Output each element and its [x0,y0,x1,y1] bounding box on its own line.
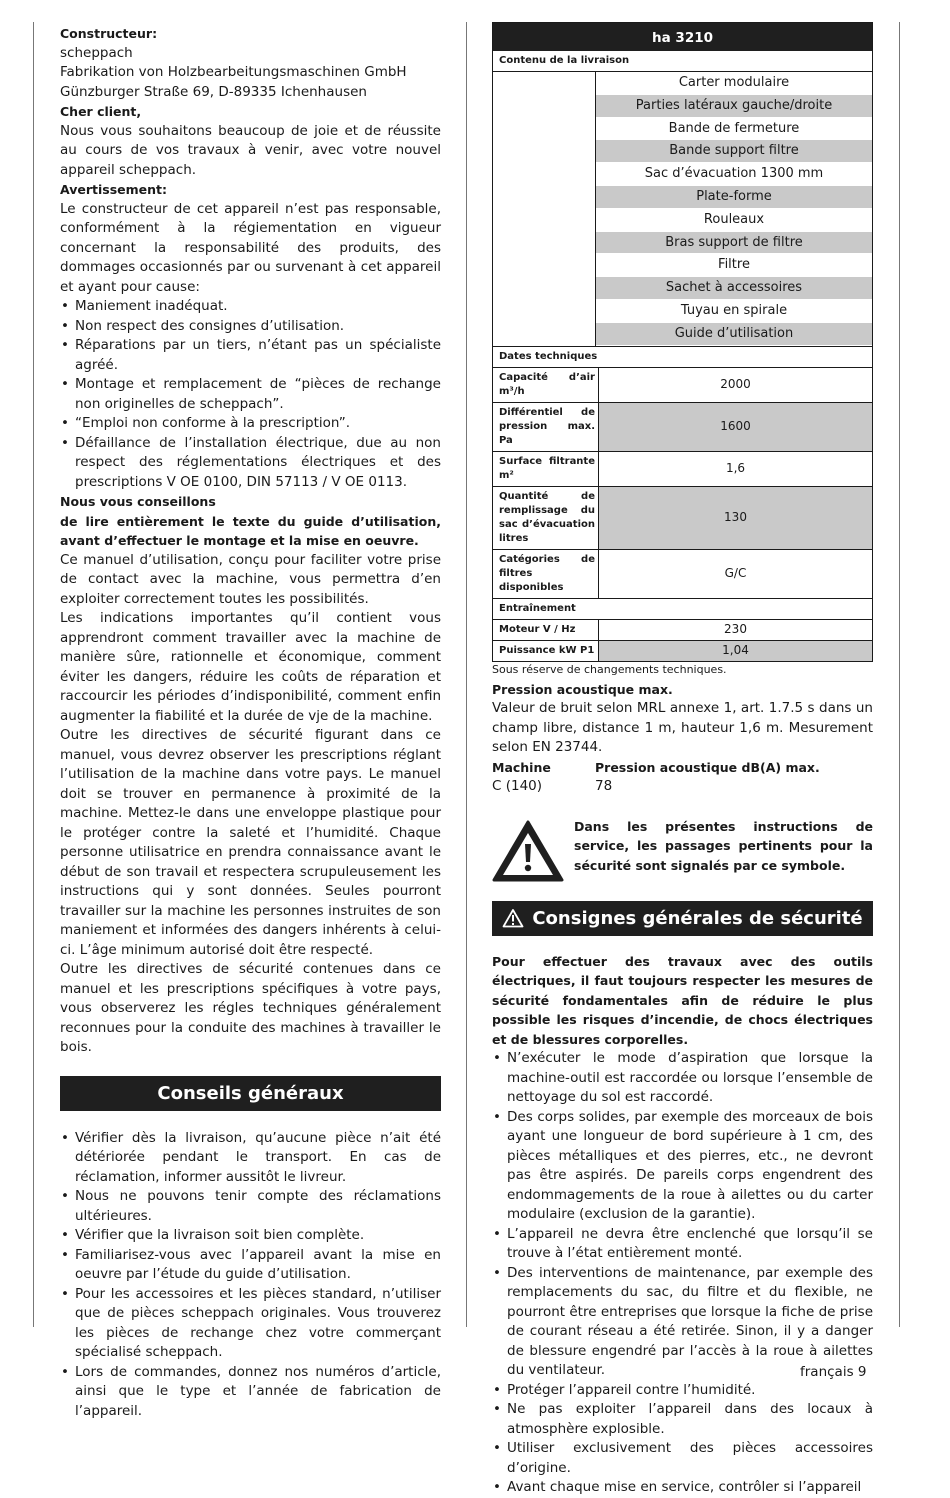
table-cell: Sachet à accessoires [596,277,872,300]
constructor-line: Günzburger Straße 69, D-89335 Ichenhausen [60,83,367,100]
warning-heading: Avertissement: [60,182,168,197]
constructor-label: Constructeur: [60,26,158,41]
paragraph: Les indications importantes qu’il contient vous apprendront comment travailler avec la machine de manière sûre, rationnelle et économique, comment éviter les dangers, réduire les coûts de réparation et raccourcir les périodes d’indisponibilité, comment enfin augmenter la fiabilité et la durée de vje de la machine. [60,610,441,724]
row-value: 1600 [599,403,872,451]
spec-table [492,22,873,662]
warning-list [60,297,441,492]
safety-symbol-text: Dans les présentes instructions de service, les passages pertinents pour la sécurité sont signalés par ce symbole. [574,818,873,873]
list-item: • “Emploi non conforme à la prescription”. [60,414,441,434]
blank-cell [493,72,596,346]
greeting-heading: Cher client, [60,104,142,119]
safety-symbol-note [492,817,873,883]
table-cell: Tuyau en spirale [596,300,872,323]
paragraph: Outre les directives de sécurité figurant dans ce manuel, vous devrez observer les prescriptions réglant l’utilisation de la machine dans votre pays. Le manuel doit se trouver en permanence à proximité de la machine. Mettez-le dans une enveloppe plastique pour le protéger contre la saleté et l’humidité. Chaque personne utilisatrice en prendra connaissance avant le début de son travail et respectera scrupuleusement les instructions qui y sont données. Seules pourront travailler sur la machine les personnes instruites de son maniement et informées des dangers inhérents à celui-ci. L’âge minimum autorisé doit être respecté. [60,727,441,958]
table-model-header: ha 3210 [493,23,872,51]
row-label: Différentiel de pression max. Pa [493,403,599,451]
row-value: 1,04 [599,641,872,661]
noise-table-row [492,777,873,797]
general-advice-list [60,1129,441,1422]
list-item: • L’appareil ne devra être enclenché que lorsqu’il se trouve à l’état entièrement monté. [492,1225,873,1264]
warning-text: Le constructeur de cet appareil n’est pas responsable, conformément à la régiementation en vigueur concernant la responsabilité des produits, des dommages occasionnés par ou survenant à cet appareil et ayant pour cause: [60,200,441,295]
list-item: • Utiliser exclusivement des pièces accessoires d’origine. [492,1439,873,1478]
row-value: 130 [599,487,872,549]
list-item: • Maniement inadéquat. [60,297,441,317]
list-item: • Lors de commandes, donnez nos numéros d’article, ainsi que le type et l’année de fabrication de l’appareil. [60,1363,441,1422]
warning-triangle-icon [492,819,564,883]
table-row [493,486,872,549]
list-item: • Pour les accessoires et les pièces standard, n’utiliser que de pièces scheppach originales. Vous trouverez les pièces de rechange chez votre commerçant spécialisé scheppach. [60,1285,441,1363]
greeting-text: Nous vous souhaitons beaucoup de joie et de réussite au cours de vos travaux à venir, avec votre nouvel appareil scheppach. [60,122,441,178]
table-cell: Guide d’utilisation [596,323,872,346]
list-item: • Avant chaque mise en service, contrôler si l’appareil [492,1478,873,1498]
noise-text: Valeur de bruit selon MRL annexe 1, art. 1.7.5 s dans un champ libre, distance 1 m, hauteur 1,6 m. Mesurement selon EN 23744. [492,700,873,756]
list-item: • Vérifier que la livraison soit bien complète. [60,1226,441,1246]
table-cell: Bande de fermeture [596,118,872,141]
page-number: français 9 [800,1364,867,1380]
tech-section-label: Dates techniques [493,346,872,367]
table-cell: Parties latéraux gauche/droite [596,95,872,118]
list-item: • Protéger l’appareil contre l’humidité. [492,1381,873,1401]
list-item: • Des corps solides, par exemple des morceaux de bois ayant une longueur de bord supérieure à 1 cm, des pièces métalliques et des pierres, etc., ne devront pas être aspirés. De pareils corps engendrent des endommagements de la roue à ailettes ou du carter modulaire (exclusion de la garantie). [492,1108,873,1225]
table-row [493,367,872,402]
advice-bold-text: de lire entièrement le texte du guide d’utilisation, avant d’effectuer le montage et la mise en oeuvre. [60,513,441,548]
general-advice-banner: Conseils généraux [60,1076,441,1111]
row-label: Capacité d’air m³/h [493,368,599,402]
row-value: 2000 [720,377,751,392]
list-item: • Des interventions de maintenance, par exemple des remplacements du sac, du filtre et du flexible, ne pourront être entreprises que lorsque la fiche de prise de courant réseau a été retirée. Sinon, il y a danger de blessure engendré par l’accès à la roue à ailettes du ventilateur. [492,1264,873,1381]
column-divider-line [466,22,467,1327]
list-item: • Vérifier dès la livraison, qu’aucune pièce n’ait été détériorée pendant le transport. En cas de réclamation, informer aussitôt le livreur. [60,1129,441,1188]
constructor-line: Fabrikation von Holzbearbeitungsmaschinen GmbH [60,64,407,80]
list-item: • Nous ne pouvons tenir compte des réclamations ultérieures. [60,1187,441,1226]
list-item: • Montage et remplacement de “pièces de rechange non originelles de scheppach”. [60,375,441,414]
constructor-line: scheppach [60,44,133,61]
row-label: Puissance kW P1 [493,641,599,661]
row-value: 230 [724,622,747,637]
table-cell: Plate-forme [596,186,872,209]
table-cell: Carter modulaire [596,72,872,95]
right-margin-line [899,22,900,1327]
list-item: • Non respect des consignes d’utilisation. [60,317,441,337]
machine-column-header: Machine [492,759,551,775]
pressure-column-header: Pression acoustique dB(A) max. [595,759,820,775]
paragraph: Outre les directives de sécurité contenues dans ce manuel et les prescriptions spécifiques à votre pays, vous observerez les régles techniques généralement reconnues pour la conduite des machines à travailler le bois. [60,961,441,1055]
delivery-section-label: Contenu de la livraison [493,51,872,72]
safety-intro: Pour effectuer des travaux avec des outils électriques, il faut toujours respecter les mesures de sécurité fondamentales afin de réduire le plus possible les risques d’incendie, de chocs électriques et de blessures corporelles. [492,953,873,1047]
list-item: • N’exécuter le mode d’aspiration que lorsque la machine-outil est raccordée ou lorsque l’ensemble de nettoyage du sol est raccordé. [492,1049,873,1108]
row-label: Surface filtrante m² [493,452,599,486]
row-label: Catégories de filtres disponibles [493,550,599,598]
safety-list [492,1049,873,1498]
noise-heading: Pression acoustique max. [492,681,673,697]
table-row [493,619,872,640]
pressure-value: 78 [595,778,613,795]
list-item: • Familiarisez-vous avec l’appareil avant la mise en oeuvre par l’étude du guide d’utilisation. [60,1246,441,1285]
noise-table-header [492,758,873,778]
table-cell: Rouleaux [596,209,872,232]
reserve-note: Sous réserve de changements techniques. [492,662,727,676]
table-row [493,640,872,661]
drive-section-label: Entraînement [493,598,872,619]
delivery-items-list [596,72,872,346]
table-cell: Bande support filtre [596,140,872,163]
table-row [493,451,872,486]
row-value: G/C [724,566,747,581]
machine-value: C (140) [492,778,543,795]
list-item: • Réparations par un tiers, n’étant pas un spécialiste agréé. [60,336,441,375]
left-margin-line [33,22,34,1327]
right-column [492,24,873,1498]
list-item: • Ne pas exploiter l’appareil dans des locaux à atmosphère explosible. [492,1400,873,1439]
row-value: 1,6 [725,461,746,476]
paragraph: Ce manuel d’utilisation, conçu pour faciliter votre prise de contact avec la machine, vous permettra d’en exploiter correctement toutes les possibilités. [60,551,441,607]
table-row [493,402,872,451]
safety-banner-title: Consignes générales de sécurité [532,907,863,929]
advice-heading: Nous vous conseillons [60,494,216,509]
warning-triangle-icon [502,908,524,928]
row-label: Moteur V / Hz [493,620,599,640]
table-cell: Bras support de filtre [596,232,872,255]
left-column [60,24,441,1421]
list-item: • Défaillance de l’installation électrique, due au non respect des réglementations électriques et des prescriptions V OE 0100, DIN 57113 / V OE 0113. [60,434,441,493]
row-label: Quantité de remplissage du sac d’évacuation litres [493,487,599,549]
table-cell: Sac d’évacuation 1300 mm [596,163,872,186]
table-cell: Filtre [596,254,872,277]
table-row [493,549,872,598]
delivery-items-block [493,72,872,346]
safety-banner [492,901,873,936]
